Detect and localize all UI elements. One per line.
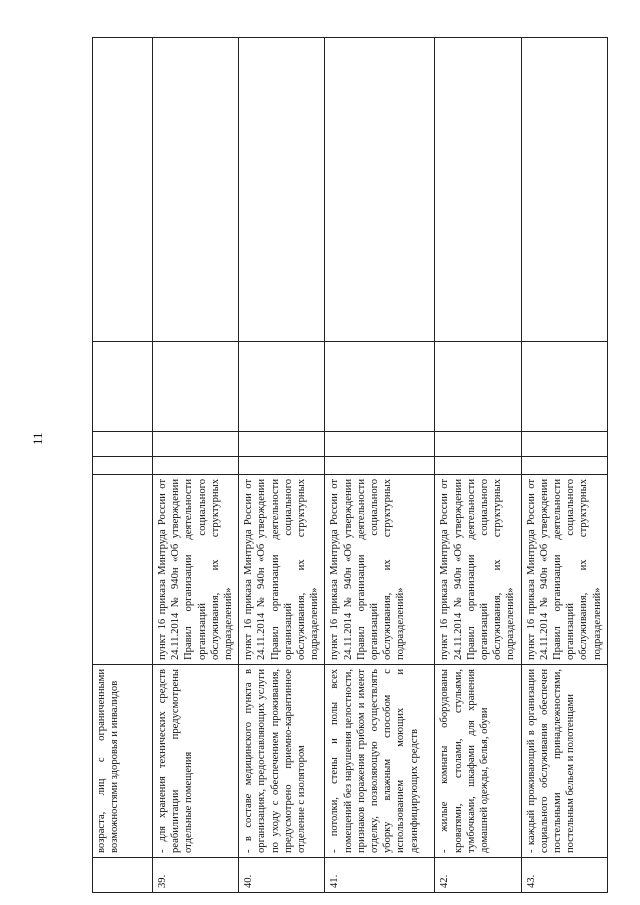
not-applicable-cell bbox=[325, 342, 435, 432]
not-applicable-cell bbox=[153, 342, 239, 432]
legal-basis-cell: пункт 16 приказа Минтруда России от 24.11.2014 № 940н «Об утверждении Правил организации деятельности организаций социального обслуживания, их структурных подразделений» bbox=[239, 475, 325, 665]
notes-cell bbox=[435, 38, 521, 342]
legal-basis-cell: пункт 16 приказа Минтруда России от 24.11.2014 № 940н «Об утверждении Правил организации деятельности организаций социального обслуживания, их структурных подразделений» bbox=[325, 475, 435, 665]
no-cell bbox=[435, 432, 521, 457]
table-row bbox=[521, 38, 607, 893]
not-applicable-cell bbox=[93, 342, 153, 432]
not-applicable-cell bbox=[521, 342, 607, 432]
no-cell bbox=[93, 432, 153, 457]
requirement-cell: - в составе медицинского пункта в организациях, предоставляющих услуги по уходу с обеспечением проживания, предусмотрено приемно-карантинное отделение с изолятором bbox=[239, 665, 325, 858]
legal-basis-cell: пункт 16 приказа Минтруда России от 24.11.2014 № 940н «Об утверждении Правил организации деятельности организаций социального обслуживания, их структурных подразделений» bbox=[435, 475, 521, 665]
requirement-cell: - жилые комнаты оборудованы кроватями, столами, стульями, тумбочками, шкафами для хранения домашней одежды, белья, обуви bbox=[435, 665, 521, 858]
row-number-cell: 39. bbox=[153, 858, 239, 893]
notes-cell bbox=[93, 38, 153, 342]
row-number-cell bbox=[93, 858, 153, 893]
rotated-table-container bbox=[92, 38, 603, 893]
requirement-cell: - каждый проживающий в организации социального обслуживания обеспечен постельными принадлежностями, постельным бельем и полотенцами bbox=[521, 665, 607, 858]
row-number-cell: 40. bbox=[239, 858, 325, 893]
yes-cell bbox=[239, 457, 325, 475]
yes-cell bbox=[521, 457, 607, 475]
page-number: 11 bbox=[30, 432, 45, 445]
table-row bbox=[239, 38, 325, 893]
table-row bbox=[325, 38, 435, 893]
row-number-cell: 42. bbox=[435, 858, 521, 893]
yes-cell bbox=[153, 457, 239, 475]
requirement-cell: возраста, лиц с ограниченными возможностями здоровья и инвалидов bbox=[93, 665, 153, 858]
not-applicable-cell bbox=[239, 342, 325, 432]
no-cell bbox=[153, 432, 239, 457]
table-row bbox=[153, 38, 239, 893]
notes-cell bbox=[153, 38, 239, 342]
yes-cell bbox=[325, 457, 435, 475]
row-number-cell: 41. bbox=[325, 858, 435, 893]
no-cell bbox=[325, 432, 435, 457]
notes-cell bbox=[239, 38, 325, 342]
table-row bbox=[435, 38, 521, 893]
no-cell bbox=[239, 432, 325, 457]
legal-basis-cell bbox=[93, 475, 153, 665]
yes-cell bbox=[93, 457, 153, 475]
no-cell bbox=[521, 432, 607, 457]
legal-basis-cell: пункт 16 приказа Минтруда России от 24.11.2014 № 940н «Об утверждении Правил организации деятельности организаций социального обслуживания, их структурных подразделений» bbox=[153, 475, 239, 665]
requirement-cell: - для хранения технических средств реабилитации предусмотрены отдельные помещения bbox=[153, 665, 239, 858]
notes-cell bbox=[325, 38, 435, 342]
yes-cell bbox=[435, 457, 521, 475]
notes-cell bbox=[521, 38, 607, 342]
checklist-table bbox=[92, 37, 608, 893]
row-number-cell: 43. bbox=[521, 858, 607, 893]
not-applicable-cell bbox=[435, 342, 521, 432]
requirement-cell: - потолки, стены и полы всех помещений без нарушения целостности, признаков поражения грибком и имеют отделку, позволяющую осуществлять уборку влажным способом с использованием моющих и дезинфицирующих средств bbox=[325, 665, 435, 858]
legal-basis-cell: пункт 16 приказа Минтруда России от 24.11.2014 № 940н «Об утверждении Правил организации деятельности организаций социального обслуживания, их структурных подразделений» bbox=[521, 475, 607, 665]
table-row bbox=[93, 38, 153, 893]
